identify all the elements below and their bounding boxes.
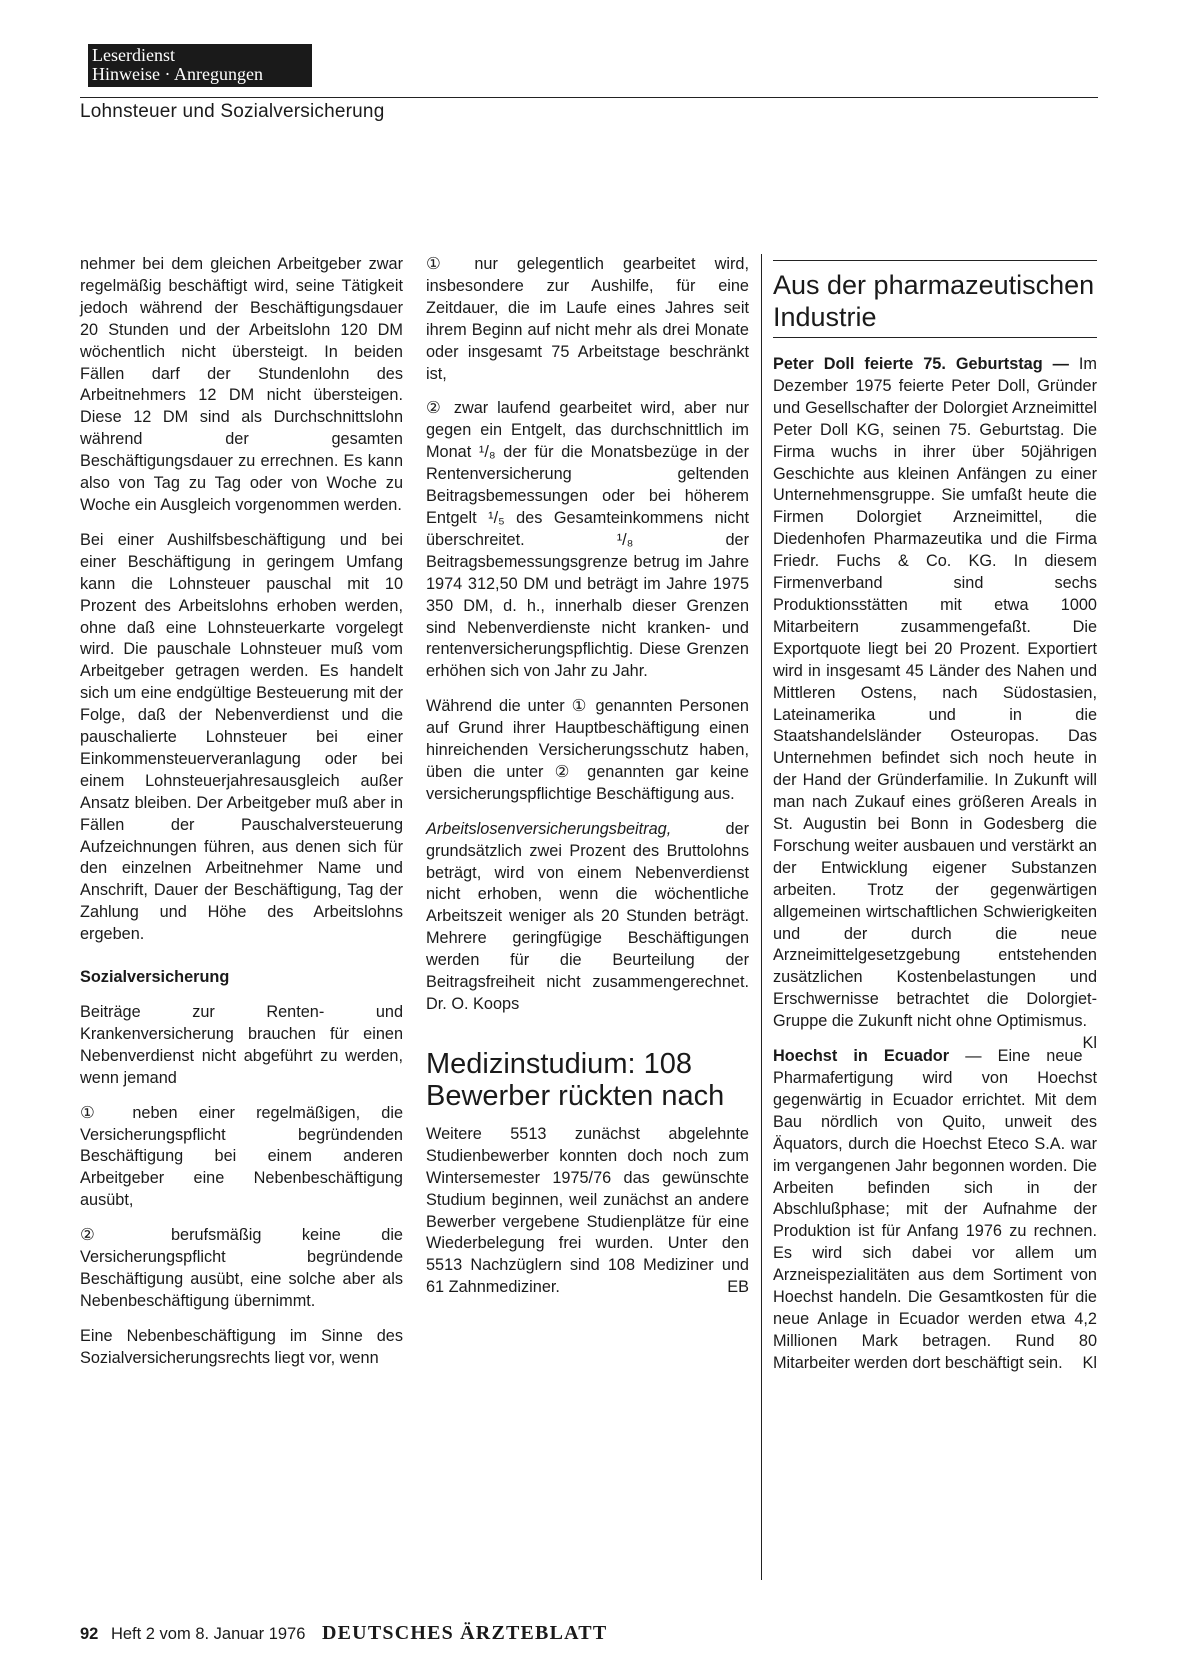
column-1 [80, 254, 403, 1383]
paragraph: Bei einer Aushilfsbeschäftigung und bei einer Beschäftigung in geringem Umfang kann die Lohnsteuer pauschal mit 10 Prozent des Arbeitslohns erhoben werden, ohne daß eine Lohnsteuerkarte vorgelegt wird. Die pauschale Lohnsteuer muß vom Arbeitgeber getragen werden. Es handelt sich um eine endgültige Besteuerung mit der Folge, daß der Nebenverdienst und die pauschalierte Lohnsteuer bei einer Einkommensteuerveranlagung oder bei einem Lohnsteuerjahresausgleich außer Ansatz bleiben. Der Arbeitgeber muß aber in Fällen der Pauschalversteuerung Aufzeichnungen führen, aus denen sich für den einzelnen Arbeitnehmer Name und Anschrift, Dauer der Beschäftigung, Tag der Zahlung und Höhe des Arbeitslohns ergeben. [80, 530, 403, 944]
author-signature: Dr. O. Koops [426, 995, 520, 1013]
section-title: Lohnsteuer und Sozialversicherung [80, 101, 385, 122]
column-divider [761, 254, 762, 1580]
news-kicker: Peter Doll feierte 75. Geburtstag — [773, 355, 1069, 373]
paragraph: Eine Nebenbeschäftigung im Sinne des Sozialversicherungsrechts liegt vor, wenn [80, 1326, 403, 1367]
paragraph: Während die unter ① genannten Personen auf Grund ihrer Hauptbeschäftigung einen hinreichenden Versicherungsschutz haben, üben die unter ② genannten gar keine versicherungspflichtige Beschäftigung aus. [426, 697, 749, 803]
subheading-sozialversicherung: Sozialversicherung [80, 968, 230, 987]
author-signature: EB [727, 1278, 749, 1297]
paragraph: ① neben einer regelmäßigen, die Versicherungspflicht begründenden Beschäftigung bei einem anderen Arbeitgeber eine Nebenbeschäftigung ausübt, [80, 1103, 403, 1210]
issue-info: Heft 2 vom 8. Januar 1976 [110, 1625, 306, 1643]
paragraph: nehmer bei dem gleichen Arbeitgeber zwar regelmäßig beschäftigt wird, seine Tätigkeit jedoch während der Beschäftigungsdauer 20 Stunden und der Arbeitslohn 120 DM wöchentlich nicht übersteigt. In beiden Fällen darf der Stundenlohn des Arbeitnehmers 12 DM nicht übersteigen. Diese 12 DM sind als Durchschnittslohn während der gesamten Beschäftigungsdauer zu errechnen. Es kann also von Tag zu Tag oder von Woche zu Woche ein Ausgleich vorgenommen werden. [80, 255, 403, 514]
headline-pharma: Aus der pharmazeutischen Industrie [773, 260, 1097, 338]
news-item-doll [773, 354, 1097, 1053]
paragraph-text: Weitere 5513 zunächst abgelehnte Studienbewerber konnten doch noch zum Wintersemester 1975/76 das gewünschte Studium beginnen, weil zunächst an andere Bewerber vergebene Studienplätze für eine Wiederbelegung frei wurden. Unter den 5513 Nachzüglern sind 108 Mediziner und 61 Zahnmediziner. [426, 1124, 749, 1297]
author-signature: Kl [1082, 1353, 1097, 1372]
section-tag-line2: Hinweise · Anregungen [92, 64, 263, 84]
magazine-name: DEUTSCHES ÄRZTEBLATT [322, 1622, 608, 1644]
section-tag [88, 44, 312, 87]
paragraph-arbeitslosenversicherung [426, 819, 749, 1016]
news-item-hoechst [773, 1046, 1097, 1375]
paragraph: Beiträge zur Renten- und Krankenversicherung brauchen für einen Nebenverdienst nicht abgeführt zu werden, wenn jemand [80, 1003, 403, 1087]
paragraph [426, 1124, 749, 1299]
column-2 [426, 254, 749, 1312]
page-number: 92 [80, 1625, 99, 1643]
headline-medizinstudium: Medizinstudium: 108 Bewerber rückten nach [426, 1047, 725, 1112]
column-3 [773, 254, 1097, 1388]
paragraph-text: — Eine neue Pharmafertigung wird von Hoechst gegenwärtig in Ecuador errichtet. Mit dem Bau nördlich von Quito, unweit des Äquators, durch die Hoechst Eteco S.A. war im vergangenen Jahr begonnen worden. Die Arbeiten befinden sich in der Abschlußphase; mit der Aufnahme der Produktion ist für Anfang 1976 zu rechnen. Es wird sich dabei vor allem um Arzneispezialitäten aus dem Sortiment von Hoechst handeln. Die Gesamtkosten für die neue Anlage in Ecuador werden etwa 4,2 Millionen Mark betragen. Rund 80 Mitarbeiter werden dort beschäftigt sein. [773, 1047, 1097, 1372]
news-kicker: Hoechst in Ecuador [773, 1047, 950, 1066]
paragraph: ① nur gelegentlich gearbeitet wird, insbesondere zur Aushilfe, für eine Zeitdauer, die im Laufe eines Jahres seit ihrem Beginn auf nicht mehr als drei Monate oder insgesamt 75 Arbeitstage beschränkt ist, [426, 255, 749, 383]
paragraph: ② berufsmäßig keine die Versicherungspflicht begründende Beschäftigung ausübt, eine solche aber als Nebenbeschäftigung übernimmt. [80, 1226, 403, 1310]
italic-lead: Arbeitslosenversicherungsbeitrag, [426, 819, 672, 838]
top-rule [80, 97, 1098, 98]
author-signature: Kl [1082, 1034, 1097, 1053]
paragraph-text: der grundsätzlich zwei Prozent des Bruttolohns beträgt, wird von einem Nebenverdienst nicht erhoben, wenn die wöchentliche Arbeitszeit weniger als 20 Stunden beträgt. Mehrere geringfügige Beschäftigungen werden für die Beurteilung der Beitragsfreiheit nicht zusammengerechnet. [426, 819, 749, 992]
paragraph: ② zwar laufend gearbeitet wird, aber nur gegen ein Entgelt, das durchschnittlich im Monat ¹/₈ der für die Monatsbezüge in der Rentenversicherung geltenden Beitragsbemessungen oder bei höherem Entgelt ¹/₅ des Gesamteinkommens nicht überschreitet. ¹/₈ der Beitragsbemessungsgrenze betrug im Jahre 1974 312,50 DM und beträgt im Jahre 1975 350 DM, d. h., innerhalb dieser Grenzen sind Nebenverdienste nicht kranken- und rentenversicherungspflichtig. Diese Grenzen erhöhen sich von Jahr zu Jahr. [426, 399, 749, 681]
paragraph-text: Im Dezember 1975 feierte Peter Doll, Gründer und Gesellschafter der Dolorgiet Arzneimittel Peter Doll KG, seinen 75. Geburtstag. Die Firma wuchs in ihrer über 50jährigen Geschichte aus kleinen Anfängen zu einer Unternehmensgruppe. Sie umfaßt heute die Firmen Dolorgiet Arzneimittel, die Diedenhofen Pharmazeutika und die Firma Friedr. Fuchs & Co. KG. In diesem Firmenverband sind sechs Produktionsstätten mit etwa 1000 Mitarbeitern zusammengefaßt. Die Exportquote liegt bei 20 Prozent. Exportiert wird in insgesamt 45 Länder des Nahen und Mittleren Ostens, nach Südostasien, Lateinamerika und in die Staatshandelsländer Osteuropas. Das Unternehmen befindet sich noch heute in der Hand der Gründerfamilie. In Zukunft will man nach Zukauf eines größeren Areals in St. Augustin bei Bonn in Godesberg die Forschung weiter ausbauen und verstärkt an der Entwicklung eigener Substanzen arbeiten. Trotz der gegenwärtigen allgemeinen wirtschaftlichen Schwierigkeiten und der durch die neue Arzneimittelgesetzgebung entstehenden zusätzlichen Kostenbelastungen und Erschwernisse betrachtet die Dolorgiet-Gruppe die Zukunft nicht ohne Optimismus. [773, 355, 1097, 1031]
page-footer [80, 1622, 607, 1645]
section-tag-line1: Leserdienst [92, 45, 175, 65]
